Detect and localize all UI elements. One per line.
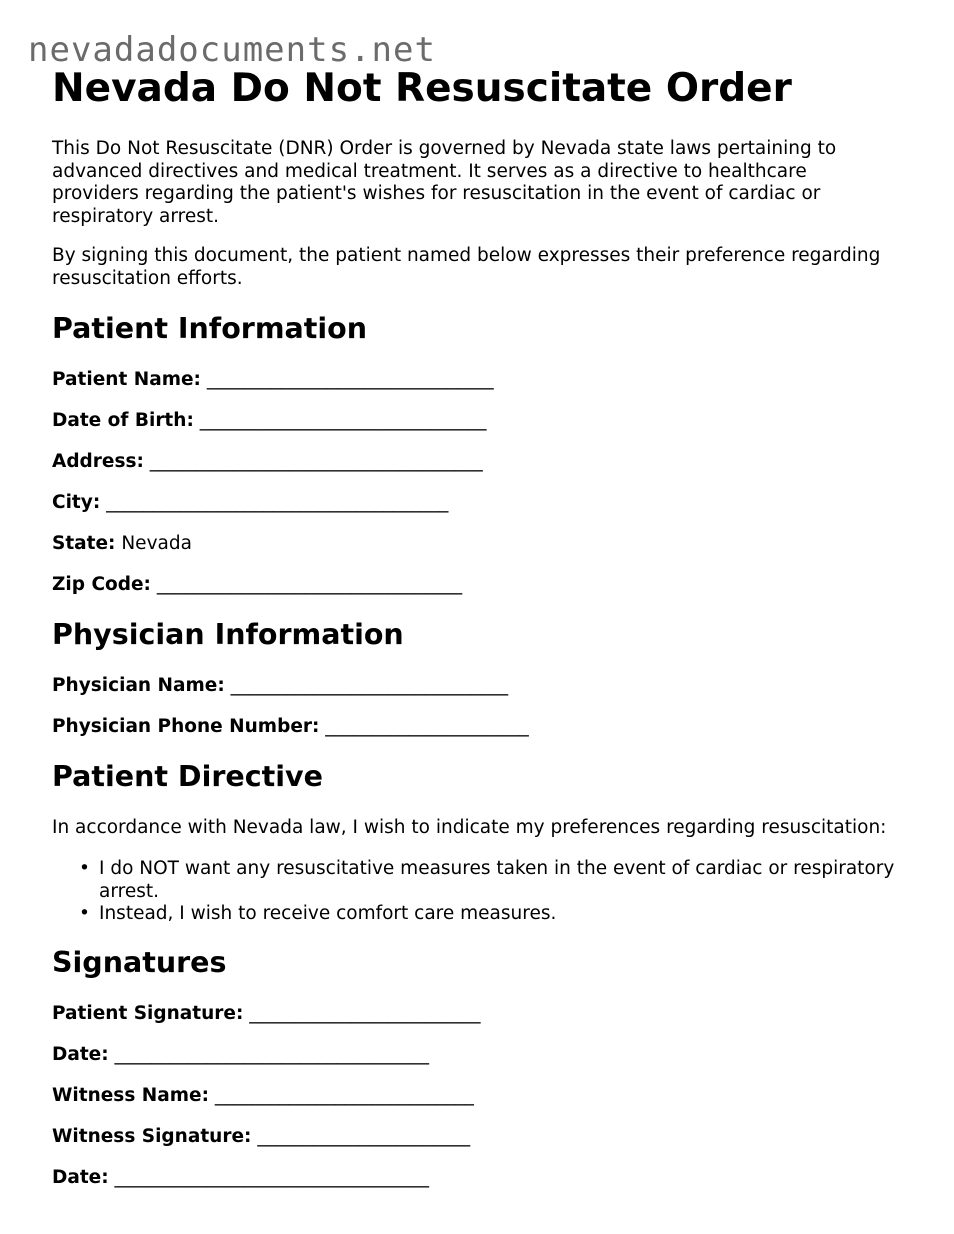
address-line[interactable]: ____________________________________	[149, 451, 483, 472]
witness-signature-line[interactable]: _______________________	[257, 1126, 471, 1147]
witness-name-field	[52, 1085, 474, 1108]
patient-info-heading: Patient Information	[52, 312, 368, 345]
field-label: State:	[52, 533, 116, 554]
directive-list	[52, 858, 899, 926]
intro-paragraph-2: By signing this document, the patient named below expresses their preference regarding resuscitation efforts.	[52, 245, 881, 289]
bullet-icon: •	[79, 858, 90, 879]
signatures-heading: Signatures	[52, 946, 227, 979]
field-label: City:	[52, 492, 101, 513]
patient-signature-line[interactable]: _________________________	[249, 1003, 481, 1024]
zip-code-line[interactable]: _________________________________	[156, 574, 463, 595]
witness-signature-field	[52, 1126, 470, 1149]
directive-heading: Patient Directive	[52, 760, 323, 793]
directive-text: In accordance with Nevada law, I wish to indicate my preferences regarding resuscitation:	[52, 817, 887, 838]
patient-name-field	[52, 369, 494, 392]
field-label: Date:	[52, 1167, 109, 1188]
patient-date-field	[52, 1044, 429, 1067]
page-title: Nevada Do Not Resuscitate Order	[52, 66, 792, 111]
physician-name-field	[52, 675, 508, 698]
list-item	[79, 858, 899, 903]
patient-date-line[interactable]: __________________________________	[114, 1044, 430, 1065]
patient-signature-field	[52, 1003, 481, 1026]
patient-name-line[interactable]: _______________________________	[206, 369, 494, 390]
physician-phone-line[interactable]: ______________________	[325, 716, 529, 737]
watermark: nevadadocuments.net	[28, 30, 436, 70]
state-field	[52, 533, 192, 556]
field-label: Zip Code:	[52, 574, 151, 595]
address-field	[52, 451, 483, 474]
field-label: Witness Signature:	[52, 1126, 252, 1147]
witness-date-line[interactable]: __________________________________	[114, 1167, 430, 1188]
city-line[interactable]: _____________________________________	[106, 492, 449, 513]
field-label: Address:	[52, 451, 144, 472]
field-label: Physician Name:	[52, 675, 225, 696]
field-label: Patient Name:	[52, 369, 201, 390]
city-field	[52, 492, 448, 515]
list-item	[79, 903, 899, 926]
zip-code-field	[52, 574, 462, 597]
bullet-icon: •	[79, 903, 90, 924]
physician-phone-field	[52, 716, 529, 739]
field-label: Date of Birth:	[52, 410, 194, 431]
physician-name-line[interactable]: ______________________________	[230, 675, 509, 696]
physician-info-heading: Physician Information	[52, 618, 404, 651]
witness-name-line[interactable]: ____________________________	[214, 1085, 474, 1106]
field-label: Patient Signature:	[52, 1003, 244, 1024]
witness-date-field	[52, 1167, 429, 1190]
state-value: Nevada	[121, 533, 192, 554]
date-of-birth-field	[52, 410, 487, 433]
field-label: Witness Name:	[52, 1085, 209, 1106]
list-item-text: Instead, I wish to receive comfort care measures.	[99, 903, 557, 924]
list-item-text: I do NOT want any resuscitative measures taken in the event of cardiac or respiratory arrest.	[99, 858, 895, 902]
intro-paragraph-1: This Do Not Resuscitate (DNR) Order is governed by Nevada state laws pertaining to advanced directives and medical treatment. It serves as a directive to healthcare providers regarding the patient's wishes for resuscitation in the event of cardiac or respiratory arrest.	[52, 138, 837, 227]
field-label: Physician Phone Number:	[52, 716, 320, 737]
date-of-birth-line[interactable]: _______________________________	[199, 410, 487, 431]
field-label: Date:	[52, 1044, 109, 1065]
